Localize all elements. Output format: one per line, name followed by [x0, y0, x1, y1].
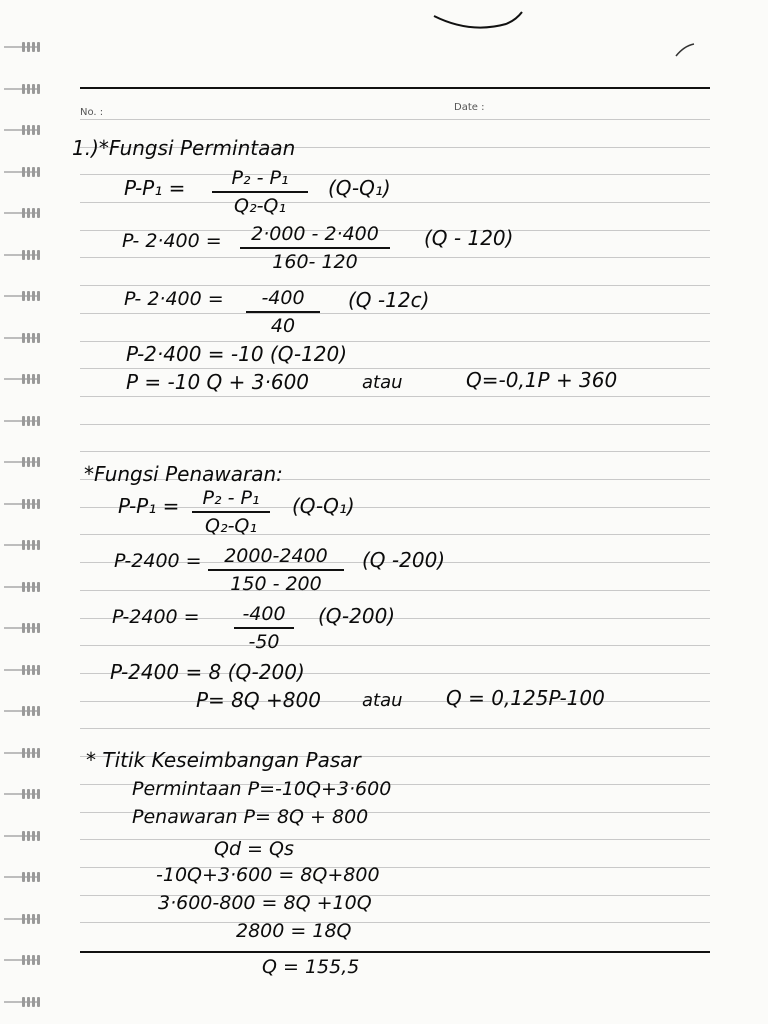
fraction-bar: [212, 191, 308, 193]
equilibrium-line-demand: Permintaan P=-10Q+3·600: [132, 778, 392, 800]
supply-eq3-lhs: P-2400 =: [112, 606, 200, 628]
spiral-ring: [4, 787, 42, 801]
ruled-line: [80, 839, 710, 840]
demand-eq1-denominator: Q₂-Q₁: [234, 195, 286, 217]
supply-eq1-numerator: P₂ - P₁: [202, 487, 260, 509]
spiral-ring: [4, 870, 42, 884]
spiral-binding: [4, 40, 44, 1020]
equilibrium-line-supply: Penawaran P= 8Q + 800: [132, 806, 369, 828]
ruled-line: [80, 451, 710, 452]
demand-heading: 1.)*Fungsi Permintaan: [72, 136, 296, 160]
demand-eq2-lhs: P- 2·400 =: [122, 230, 222, 252]
ruled-line: [80, 396, 710, 397]
spiral-ring: [4, 953, 42, 967]
demand-eq1-fraction: [212, 166, 308, 218]
supply-eq3-numerator: -400: [242, 603, 286, 625]
spiral-ring: [4, 165, 42, 179]
supply-eq2-denominator: 150 - 200: [230, 573, 322, 595]
spiral-ring: [4, 82, 42, 96]
ruled-line: [80, 119, 710, 120]
supply-eq3-fraction: [234, 602, 294, 654]
spiral-ring: [4, 497, 42, 511]
supply-eq1-fraction: [192, 486, 270, 538]
supply-eq3-rhs: (Q-200): [318, 604, 396, 628]
date-label: Date :: [454, 102, 485, 113]
ruled-line: [80, 645, 710, 646]
spiral-ring: [4, 580, 42, 594]
spiral-ring: [4, 455, 42, 469]
supply-eq2-numerator: 2000-2400: [224, 545, 328, 567]
supply-eq1-rhs: (Q-Q₁): [292, 494, 355, 518]
spiral-ring: [4, 829, 42, 843]
demand-eq3-rhs: (Q -12c): [348, 288, 430, 312]
spiral-ring: [4, 289, 42, 303]
ruled-line: [80, 285, 710, 286]
supply-atau: atau: [362, 690, 403, 711]
equilibrium-result: Q = 155,5: [262, 956, 360, 978]
supply-eq5-alt: Q = 0,125P-100: [446, 686, 605, 710]
ruled-line: [80, 174, 710, 175]
equilibrium-line-5: 3·600-800 = 8Q +10Q: [158, 892, 372, 914]
demand-eq5: P = -10 Q + 3·600: [126, 370, 310, 394]
supply-eq4: P-2400 = 8 (Q-200): [110, 660, 305, 684]
spiral-ring: [4, 331, 42, 345]
equilibrium-line-qd-qs: Qd = Qs: [214, 838, 294, 860]
demand-eq4: P-2·400 = -10 (Q-120): [126, 342, 348, 366]
demand-eq3-denominator: 40: [270, 315, 296, 337]
supply-eq5: P= 8Q +800: [196, 688, 321, 712]
ruled-line: [80, 257, 710, 258]
fraction-bar: [246, 311, 320, 313]
demand-eq2-denominator: 160- 120: [272, 251, 358, 273]
spiral-ring: [4, 414, 42, 428]
footer-rule: [80, 951, 710, 953]
spiral-ring: [4, 912, 42, 926]
demand-eq2-fraction: [240, 222, 390, 274]
ruled-line: [80, 590, 710, 591]
demand-eq3-numerator: -400: [261, 287, 305, 309]
fraction-bar: [192, 511, 270, 513]
demand-eq1-numerator: P₂ - P₁: [231, 167, 289, 189]
spiral-ring: [4, 621, 42, 635]
spiral-ring: [4, 372, 42, 386]
fraction-bar: [240, 247, 390, 249]
supply-eq3-denominator: -50: [248, 631, 280, 653]
ruled-line: [80, 202, 710, 203]
corner-scribble: [672, 40, 702, 60]
equilibrium-heading: * Titik Keseimbangan Pasar: [86, 748, 361, 772]
spiral-ring: [4, 206, 42, 220]
spiral-ring: [4, 995, 42, 1009]
fraction-bar: [208, 569, 344, 571]
demand-eq3-fraction: [246, 286, 320, 338]
demand-eq5-alt: Q=-0,1P + 360: [466, 368, 618, 392]
ruled-line: [80, 424, 710, 425]
spiral-ring: [4, 704, 42, 718]
ruled-line: [80, 313, 710, 314]
supply-eq2-lhs: P-2400 =: [114, 550, 202, 572]
demand-eq2-rhs: (Q - 120): [424, 226, 514, 250]
spiral-ring: [4, 40, 42, 54]
equilibrium-line-4: -10Q+3·600 = 8Q+800: [156, 864, 380, 886]
ruled-line: [80, 728, 710, 729]
spiral-ring: [4, 746, 42, 760]
spiral-ring: [4, 123, 42, 137]
top-scribble: [430, 8, 530, 38]
supply-heading: *Fungsi Penawaran:: [84, 462, 283, 486]
ruled-line: [80, 534, 710, 535]
demand-eq1-rhs: (Q-Q₁): [328, 176, 391, 200]
demand-eq2-numerator: 2·000 - 2·400: [251, 223, 379, 245]
demand-eq1-lhs: P-P₁ =: [124, 176, 186, 200]
demand-atau: atau: [362, 372, 403, 393]
no-label: No. :: [80, 107, 104, 118]
supply-eq2-rhs: (Q -200): [362, 548, 446, 572]
supply-eq1-lhs: P-P₁ =: [118, 494, 180, 518]
fraction-bar: [234, 627, 294, 629]
equilibrium-line-6: 2800 = 18Q: [236, 920, 352, 942]
header-rule: [80, 87, 710, 89]
supply-eq1-denominator: Q₂-Q₁: [205, 515, 257, 537]
ruled-line: [80, 922, 710, 923]
demand-eq3-lhs: P- 2·400 =: [124, 288, 224, 310]
spiral-ring: [4, 248, 42, 262]
spiral-ring: [4, 663, 42, 677]
spiral-ring: [4, 538, 42, 552]
supply-eq2-fraction: [208, 544, 344, 596]
